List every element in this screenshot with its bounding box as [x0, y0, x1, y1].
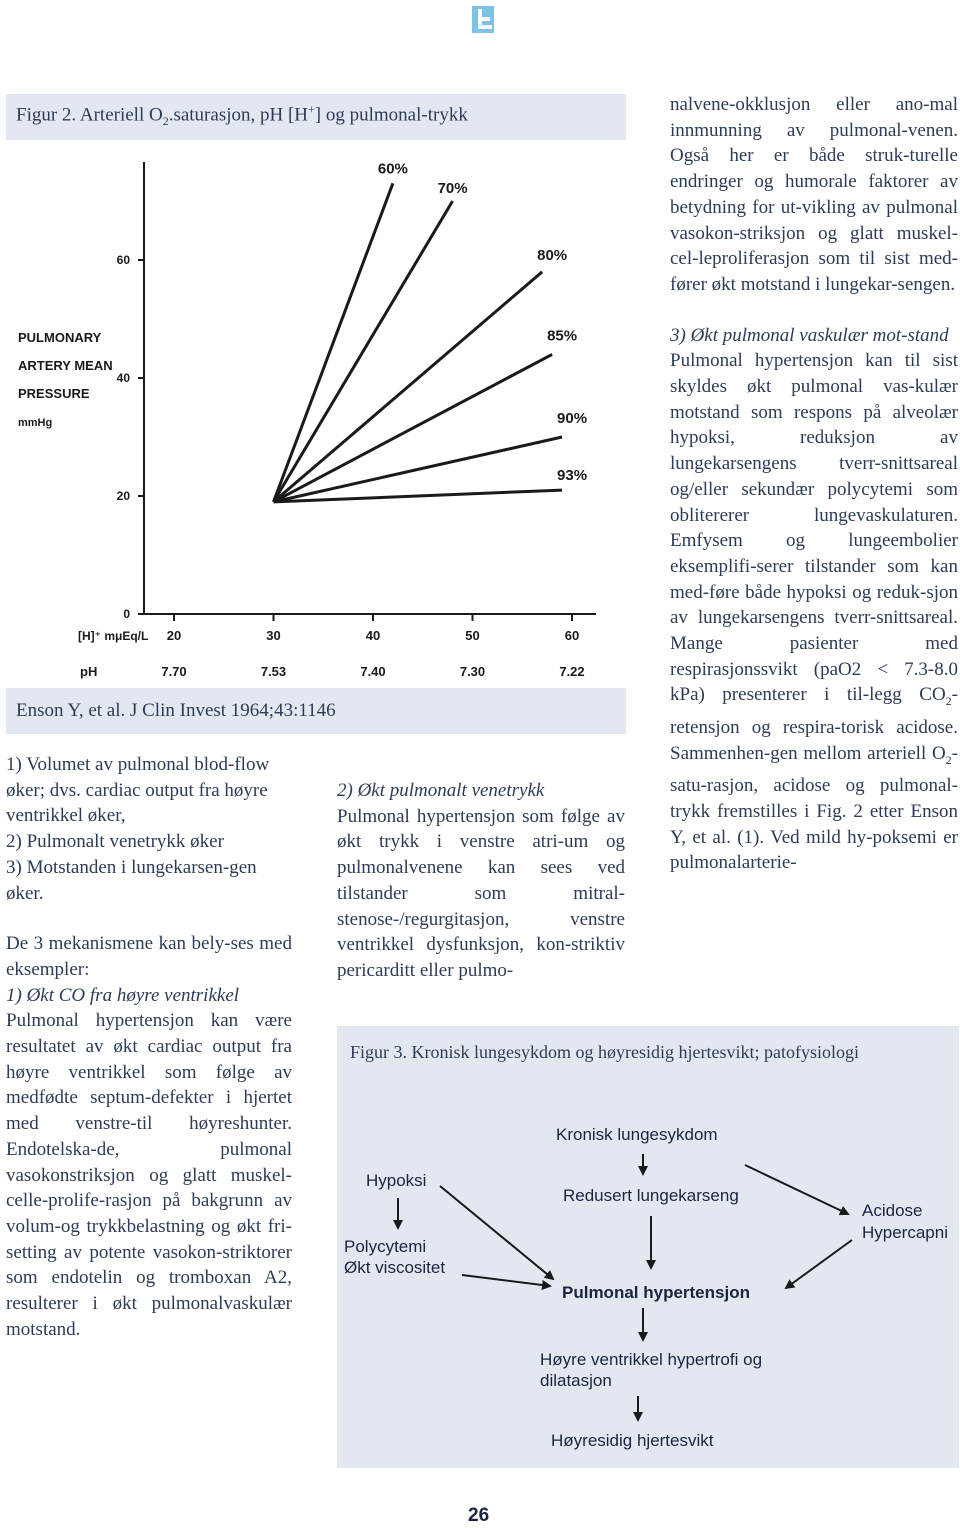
series-label: 80% [537, 246, 568, 264]
list-item-3: 3) Motstanden i lungekarsen-gen øker. [6, 856, 257, 904]
node-hypoksi: Hypoksi [366, 1171, 427, 1190]
node-hoyre-ventrikkel-line2: dilatasjon [540, 1371, 612, 1390]
figure2-title: Figur 2. Arteriell $O_2.saturasjon$, pH [H+] og pulmonal-trykk [16, 102, 468, 129]
arrow-acidose-to-pulmonal [786, 1240, 852, 1288]
y-tick-label: 20 [116, 489, 130, 503]
x-axis-label: [H]⁺ mμEq/L [78, 629, 149, 643]
paragraph-2: Pulmonal hypertensjon som følge av økt trykk i venstre atri-um og pulmonalvenene kan sees ved tilstander som mitral-stenose-/regurgitasjon, venstre ventrikkel dysfunksjon, kon-striktiv pericarditt eller pulmo- [337, 805, 625, 981]
y-tick-label: 60 [116, 253, 130, 267]
node-okt-viscositet: Økt viscositet [344, 1258, 446, 1277]
figure2-source: Enson Y, et al. J Clin Invest 1964;43:1146 [16, 700, 336, 721]
y-tick-label: 0 [123, 607, 130, 621]
series-label: 85% [547, 327, 578, 345]
node-hoyresidig-hjertesvikt: Høyresidig hjertesvikt [551, 1431, 714, 1450]
y-axis-label: PULMONARY [18, 330, 102, 345]
y-tick-label: 40 [116, 371, 130, 385]
y-axis-label: mmHg [18, 417, 53, 429]
arrow-hypoksi-to-pulmonal [440, 1186, 553, 1279]
series-label: 93% [557, 467, 588, 485]
arrow-polycytemi-to-pulmonal [462, 1275, 550, 1286]
x-tick-label: 30 [266, 628, 281, 643]
list-item-1: 1) Volumet av pulmonal blod-flow øker; dvs. cardiac output fra høyre ventrikkel øker, [6, 754, 270, 827]
ph-tick-label: 7.70 [161, 664, 187, 679]
heading-2: 2) Økt pulmonalt venetrykk [337, 780, 545, 801]
paragraph-1: Pulmonal hypertensjon kan være resultatet av økt cardiac output fra høyre ventrikkel som følge av medfødte septum-defekter i hjertet med venstre-til høyreshunter. Endotelska-de, pulmonal vasokonstriksjon og glatt muskel- celle-prolife-rasjon på bakgrunn av volum-og trykkbelastning og økt fri-setting av potente vasokon-striktorer som endotelin og tromboxan A2, resulterer i økt pulmonalvaskulær motstand. [6, 1010, 292, 1340]
node-polycytemi: Polycytemi [344, 1237, 427, 1256]
heading-3: 3) Økt pulmonal vaskulær mot-stand [670, 324, 949, 346]
series-label: 60% [377, 160, 408, 178]
series-label: 70% [437, 180, 468, 197]
x-tick-label: 20 [166, 628, 182, 643]
node-kronisk-lungesykdom: Kronisk lungesykdom [556, 1125, 718, 1144]
x-tick-label: 40 [365, 628, 381, 643]
paragraph-3: Pulmonal hypertensjon kan til sist skyldes økt pulmonal vas-kulær motstand som respons på alveolær hypoksi, reduksjon av lungekarsengens tverr-snittsareal og/eller sekundær polycytemi som oblitererer lungevaskulaturen. Emfysem og lungeembolier eksemplifi-serer tilstander som kan med-føre både hypoksi og reduk-sjon av lungekarsengens tverr-snittsareal. Mange pasienter med respirasjonssvikt (paO2 < 7.3-8.0 kPa) presenterer i til-legg $CO_2$-retensjon og respira-torisk acidose. Sammenhen-gen mellom arteriell $O_2-satu$-rasjon, acidose og pulmonal-trykk fremstilles i Fig. 2 etter Enson Y, et al. (1). Ved mild hy-poksemi er pulmonalarterie- [670, 350, 958, 874]
node-acidose: Acidose [862, 1201, 923, 1220]
paragraph-continued: nalvene-okklusjon eller ano-mal innmunning av pulmonal-venen. Også her er både struk-turelle endringer og humorale faktorer av betydning for ut-vikling av pulmonal vasokon-striksjon og glatt muskel-cel-leproliferasjon som til sist med-fører økt motstand i lungekar-sengen. [670, 94, 958, 295]
page-number: 26 [468, 1505, 490, 1526]
arrow-kronisk-to-acidose [745, 1165, 848, 1214]
ph-tick-label: 7.40 [360, 664, 386, 679]
x-tick-label: 50 [465, 628, 480, 643]
y-axis-label: PRESSURE [18, 386, 90, 401]
paragraph-intro: De 3 mekanismene kan bely-ses med eksempler: [6, 933, 292, 980]
x-tick-label: 60 [564, 628, 580, 643]
node-pulmonal-hypertensjon: Pulmonal hypertensjon [562, 1283, 750, 1302]
ph-tick-label: 7.22 [559, 664, 585, 679]
ph-axis-label: pH [80, 664, 98, 679]
node-hypercapni: Hypercapni [862, 1223, 948, 1242]
y-axis-label: ARTERY MEAN [18, 358, 113, 373]
node-hoyre-ventrikkel-line1: Høyre ventrikkel hypertrofi og [540, 1350, 763, 1369]
heading-1: 1) Økt CO fra høyre ventrikkel [6, 984, 240, 1006]
list-item-2: 2) Pulmonalt venetrykk øker [6, 831, 224, 853]
series-label: 90% [557, 410, 588, 427]
figure3-title: Figur 3. Kronisk lungesykdom og høyresidig hjertesvikt; patofysiologi [350, 1042, 859, 1062]
node-redusert-lungekarseng: Redusert lungekarseng [563, 1186, 739, 1205]
ph-tick-label: 7.53 [260, 664, 287, 679]
ph-tick-label: 7.30 [459, 664, 486, 679]
